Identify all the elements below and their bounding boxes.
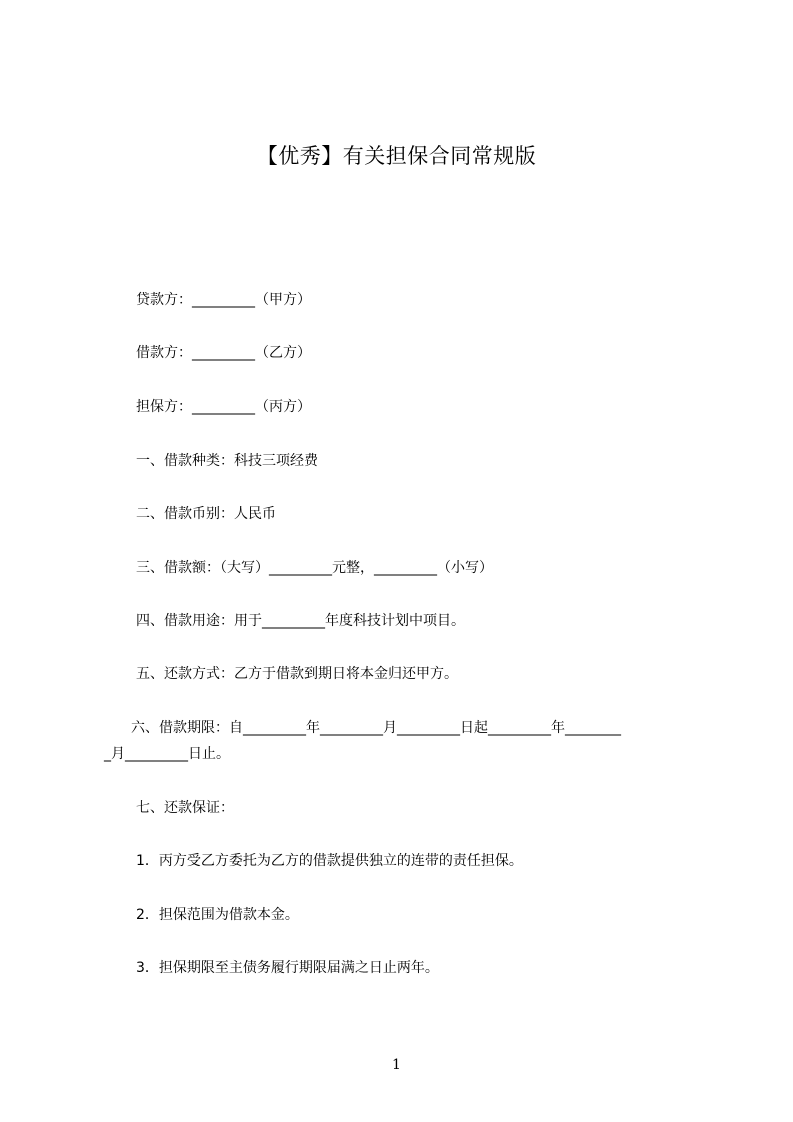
guarantor-line: 担保方：_________（丙方） — [136, 399, 311, 415]
clause-repayment: 五、还款方式：乙方于借款到期日将本金归还甲方。 — [136, 666, 458, 682]
clause-currency: 二、借款币别：人民币 — [136, 506, 276, 522]
clause-guarantee-heading: 七、还款保证： — [136, 800, 234, 816]
clause-loan-type: 一、借款种类：科技三项经费 — [136, 453, 318, 469]
lender-line: 贷款方：_________（甲方） — [136, 292, 311, 308]
clause-amount: 三、借款额：（大写）_________元整，_________（小写） — [136, 560, 493, 576]
guarantee-item-1: 1．丙方受乙方委托为乙方的借款提供独立的连带的责任担保。 — [136, 853, 523, 869]
borrower-line: 借款方：_________（乙方） — [136, 345, 311, 361]
clause-term-line2: _月_________日止。 — [104, 746, 230, 762]
clause-purpose: 四、借款用途：用于_________年度科技计划中项目。 — [136, 613, 465, 629]
page-number: 1 — [392, 1057, 401, 1073]
guarantee-item-2: 2．担保范围为借款本金。 — [136, 907, 299, 923]
clause-term-line1: 六、借款期限：自_________年_________月_________日起_________年________ — [131, 720, 621, 736]
document-title: 【优秀】有关担保合同常规版 — [256, 144, 537, 168]
guarantee-item-3: 3．担保期限至主债务履行期限届满之日止两年。 — [136, 960, 439, 976]
